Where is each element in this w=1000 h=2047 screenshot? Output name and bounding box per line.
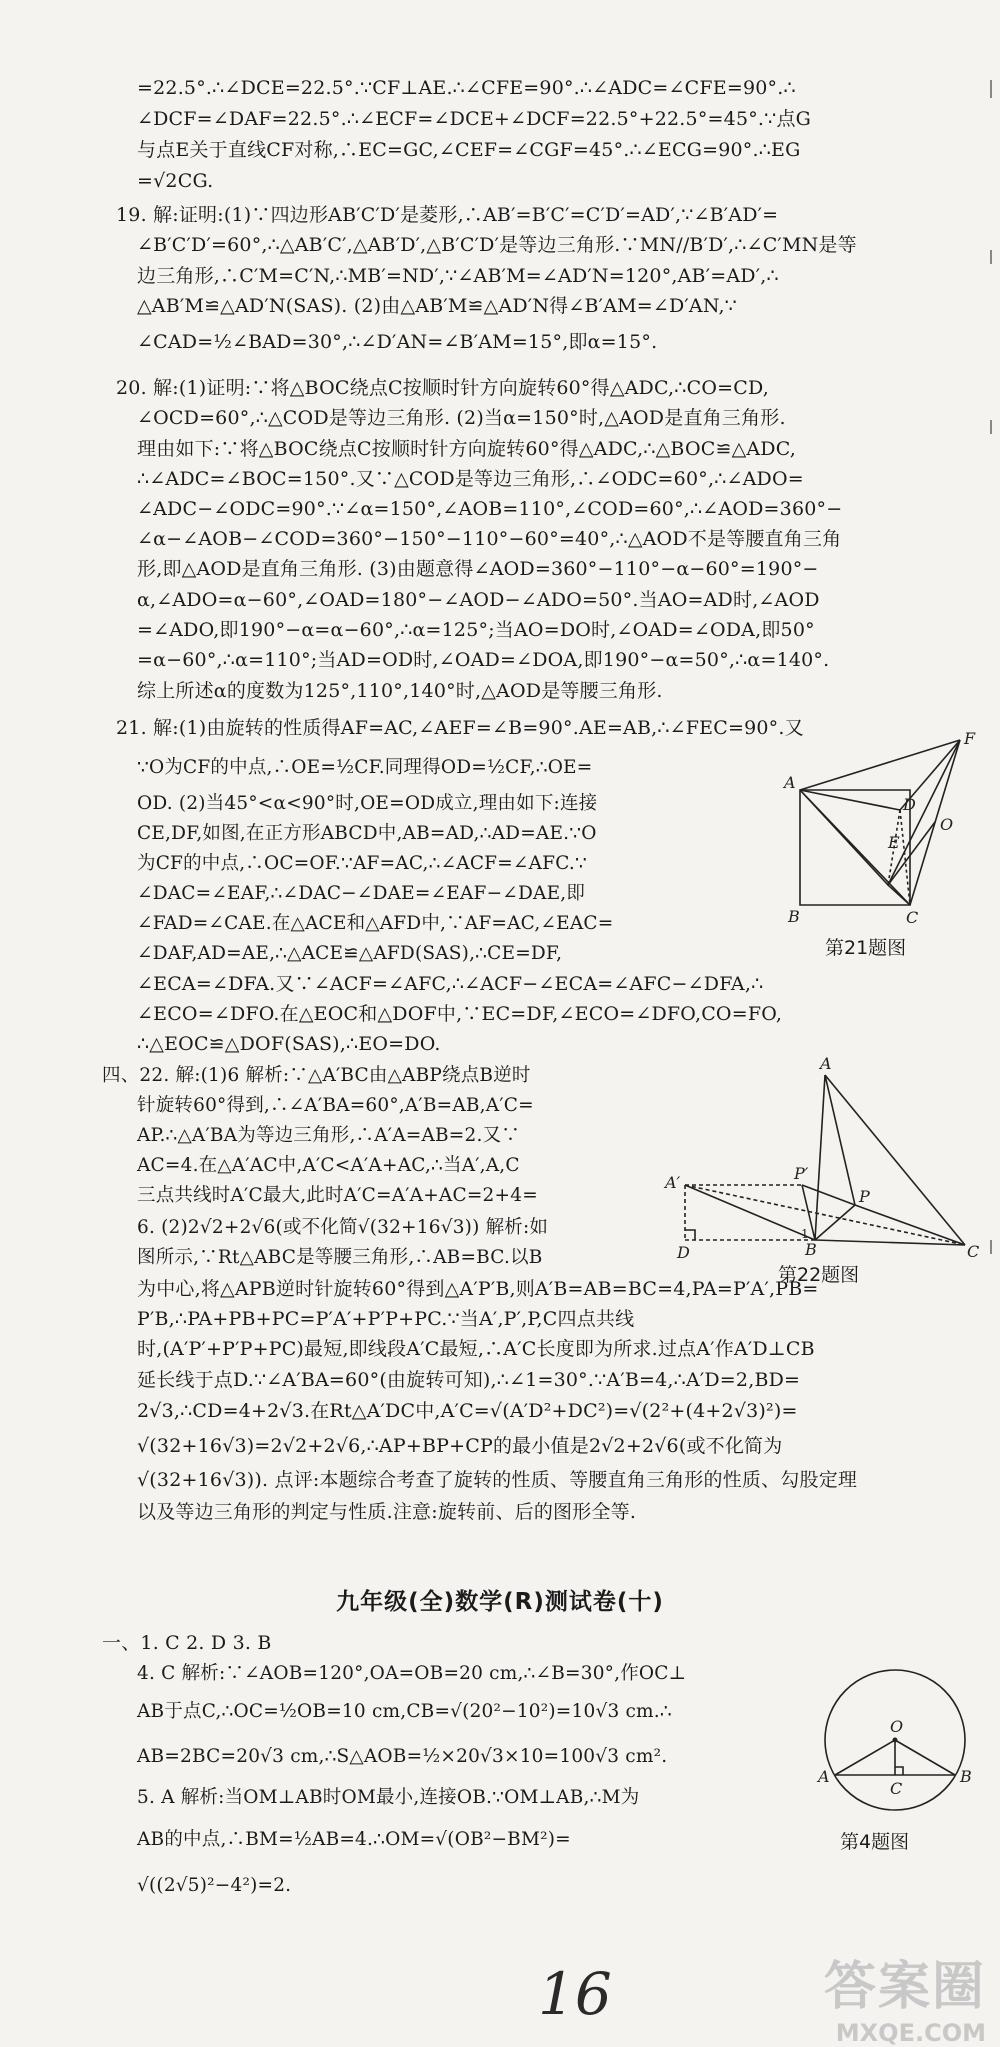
text-line: ∠FAD=∠CAE.在△ACE和△AFD中,∵AF=AC,∠EAC=: [137, 913, 614, 934]
svg-text:D: D: [903, 795, 916, 814]
text-line: =α−60°,∴α=110°;当AD=OD时,∠OAD=∠DOA,即190°−α=50°,∴α=140°.: [137, 649, 830, 671]
text-line: ∠DAC=∠EAF,∴∠DAC−∠DAE=∠EAF−∠DAE,即: [137, 883, 586, 904]
svg-text:E: E: [888, 833, 900, 852]
text-line: 理由如下:∵将△BOC绕点C按顺时针方向旋转60°得△ADC,∴△BOC≌△ADC,: [137, 438, 797, 460]
figure-4-caption: 第4题图: [840, 1831, 910, 1853]
text-line: =√2CG.: [137, 170, 214, 192]
text-line: 综上所述α的度数为125°,110°,140°时,△AOD是等腰三角形.: [137, 680, 663, 702]
svg-text:1: 1: [801, 1227, 809, 1241]
text-line: 一、1. C 2. D 3. B: [102, 1632, 272, 1654]
text-line: 图所示,∵Rt△ABC是等腰三角形,∴AB=BC.以B: [137, 1247, 543, 1268]
watermark-logo-text: 答案圈: [823, 1957, 986, 2017]
svg-text:C: C: [890, 1779, 903, 1798]
svg-text:O: O: [890, 1717, 904, 1736]
text-line: =22.5°.∴∠DCE=22.5°.∵CF⊥AE.∴∠CFE=90°.∴∠ADC=∠CFE=90°.∴: [137, 77, 796, 99]
text-line: P′B,∴PA+PB+PC=P′A′+P′P+PC.∵当A′,P′,P,C四点共线: [137, 1308, 635, 1330]
text-line: 19. 解:证明:(1)∵四边形AB′C′D′是菱形,∴AB′=B′C′=C′D′=AD′,∵∠B′AD′=: [116, 204, 779, 226]
text-line: △AB′M≌△AD′N(SAS). (2)由△AB′M≌△AD′N得∠B′AM=∠D′AN,∵: [137, 295, 737, 317]
text-line: 时,(A′P′+P′P+PC)最短,即线段A′C最短,∴A′C长度即为所求.过点A′作A′D⊥CB: [137, 1338, 815, 1360]
figure-21-caption: 第21题图: [825, 937, 907, 959]
text-line: √(32+16√3)=2√2+2√6,∴AP+BP+CP的最小值是2√2+2√6(或不化简为: [137, 1435, 783, 1457]
text-line: 4. C 解析:∵∠AOB=120°,OA=OB=20 cm,∴∠B=30°,作OC⊥: [137, 1663, 687, 1684]
margin-tick: [990, 420, 992, 434]
text-line: 三点共线时A′C最大,此时A′C=A′A+AC=2+4=: [137, 1185, 538, 1206]
svg-text:O: O: [940, 815, 954, 834]
text-line: ∠ADC−∠ODC=90°.∵∠α=150°,∠AOB=110°,∠COD=60°,∴∠AOD=360°−: [137, 498, 843, 520]
margin-tick: [990, 80, 992, 98]
svg-text:C: C: [967, 1242, 980, 1261]
text-line: 四、22. 解:(1)6 解析:∵△A′BC由△ABP绕点B逆时: [102, 1065, 531, 1086]
figure-4-diagram: [800, 1660, 990, 1840]
text-line: OD. (2)当45°<α<90°时,OE=OD成立,理由如下:连接: [137, 793, 598, 814]
text-line: AB的中点,∴BM=½AB=4.∴OM=√(OB²−BM²)=: [137, 1829, 571, 1850]
svg-text:B: B: [788, 907, 800, 926]
text-line: 21. 解:(1)由旋转的性质得AF=AC,∠AEF=∠B=90°.AE=AB,∴∠FEC=90°.又: [116, 717, 804, 739]
text-line: ∠DCF=∠DAF=22.5°.∴∠ECF=∠DCE+∠DCF=22.5°+22.5°=45°.∵点G: [137, 108, 812, 130]
text-line: 以及等边三角形的判定与性质.注意:旋转前、后的图形全等.: [137, 1501, 637, 1523]
svg-text:P′: P′: [794, 1164, 809, 1183]
svg-text:F: F: [964, 730, 976, 748]
text-line: AB=2BC=20√3 cm,∴S△AOB=½×20√3×10=100√3 cm².: [137, 1746, 668, 1767]
margin-tick: [990, 250, 992, 264]
figure-21-diagram: [770, 730, 985, 940]
text-line: 形,即△AOD是直角三角形. (3)由题意得∠AOD=360°−110°−α−60°=190°−: [137, 558, 819, 580]
svg-text:A: A: [820, 1055, 832, 1073]
figure-22-diagram: [655, 1055, 985, 1265]
text-line: CE,DF,如图,在正方形ABCD中,AB=AD,∴AD=AE.∵O: [137, 823, 597, 844]
svg-text:P: P: [859, 1187, 870, 1206]
text-line: ∠DAF,AD=AE,∴△ACE≌△AFD(SAS),∴CE=DF,: [137, 943, 563, 964]
text-line: 5. A 解析:当OM⊥AB时OM最小,连接OB.∵OM⊥AB,∴M为: [137, 1787, 640, 1808]
text-line: ∠OCD=60°,∴△COD是等边三角形. (2)当α=150°时,△AOD是直角三角形.: [137, 407, 786, 429]
text-line: ∠ECA=∠DFA.又∵∠ACF=∠AFC,∴∠ACF−∠ECA=∠AFC−∠DFA,∴: [137, 973, 764, 995]
text-line: ∴∠ADC=∠BOC=150°.又∵△COD是等边三角形,∴∠ODC=60°,∴∠ADO=: [137, 468, 804, 490]
text-line: ∠B′C′D′=60°,∴△AB′C′,△AB′D′,△B′C′D′是等边三角形.∵MN//B′D′,∴∠C′MN是等: [137, 234, 857, 256]
handwritten-page-number: 16: [538, 1960, 612, 2028]
text-line: 针旋转60°得到,∴∠A′BA=60°,A′B=AB,A′C=: [137, 1095, 534, 1116]
text-line: =∠ADO,即190°−α=α−60°,∴α=125°;当AO=DO时,∠OAD=∠ODA,即50°: [137, 619, 815, 641]
figure-22-caption: 第22题图: [778, 1264, 860, 1286]
svg-text:B: B: [805, 1240, 817, 1259]
text-line: 20. 解:(1)证明:∵将△BOC绕点C按顺时针方向旋转60°得△ADC,∴CO=CD,: [116, 377, 769, 399]
svg-text:A: A: [784, 773, 796, 792]
margin-tick: [990, 1240, 992, 1254]
svg-text:C: C: [906, 908, 919, 927]
text-line: 为CF的中点,∴OC=OF.∵AF=AC,∴∠ACF=∠AFC.∵: [137, 853, 587, 874]
svg-text:A′: A′: [665, 1173, 681, 1192]
text-line: AP.∴△A′BA为等边三角形,∴A′A=AB=2.又∵: [137, 1125, 520, 1146]
svg-text:D: D: [677, 1243, 690, 1262]
text-line: 6. (2)2√2+2√6(或不化简√(32+16√3)) 解析:如: [137, 1217, 549, 1238]
text-line: 与点E关于直线CF对称,∴EC=GC,∠CEF=∠CGF=45°.∴∠ECG=90°.∴EG: [137, 139, 801, 161]
text-line: ∵O为CF的中点,∴OE=½CF.同理得OD=½CF,∴OE=: [137, 757, 593, 778]
section-title: 九年级(全)数学(R)测试卷(十): [336, 1589, 664, 1615]
text-line: ∠ECO=∠DFO.在△EOC和△DOF中,∵EC=DF,∠ECO=∠DFO,CO=FO,: [137, 1003, 783, 1025]
text-line: 2√3,∴CD=4+2√3.在Rt△A′DC中,A′C=√(A′D²+DC²)=√(2²+(4+2√3)²)=: [137, 1400, 798, 1422]
text-line: α,∠ADO=α−60°,∠OAD=180°−∠AOD−∠ADO=50°.当AO=AD时,∠AOD: [137, 589, 820, 611]
text-line: ∠CAD=½∠BAD=30°,∴∠D′AN=∠B′AM=15°,即α=15°.: [137, 331, 658, 353]
text-line: √(32+16√3)). 点评:本题综合考查了旋转的性质、等腰直角三角形的性质、勾股定理: [137, 1469, 858, 1491]
watermark-url: MXQE.COM: [835, 2019, 986, 2047]
text-line: ∠α−∠AOB−∠COD=360°−150°−110°−60°=40°,∴△AOD不是等腰直角三角: [137, 528, 842, 550]
svg-text:A: A: [818, 1767, 830, 1786]
text-line: ∴△EOC≌△DOF(SAS),∴EO=DO.: [137, 1033, 441, 1055]
text-line: √((2√5)²−4²)=2.: [137, 1875, 292, 1896]
text-line: AC=4.在△A′AC中,A′C<A′A+AC,∴当A′,A,C: [137, 1155, 520, 1176]
svg-text:B: B: [960, 1767, 972, 1786]
text-line: 延长线于点D.∵∠A′BA=60°(由旋转可知),∴∠1=30°.∵A′B=4,∴A′D=2,BD=: [137, 1369, 801, 1391]
site-watermark: [824, 1944, 986, 2047]
text-line: 为中心,将△APB逆时针旋转60°得到△A′P′B,则A′B=AB=BC=4,PA=P′A′,PB=: [137, 1278, 819, 1300]
text-line: AB于点C,∴OC=½OB=10 cm,CB=√(20²−10²)=10√3 cm.∴: [137, 1701, 672, 1722]
text-line: 边三角形,∴C′M=C′N,∴MB′=ND′,∵∠AB′M=∠AD′N=120°,AB′=AD′,∴: [137, 265, 779, 287]
